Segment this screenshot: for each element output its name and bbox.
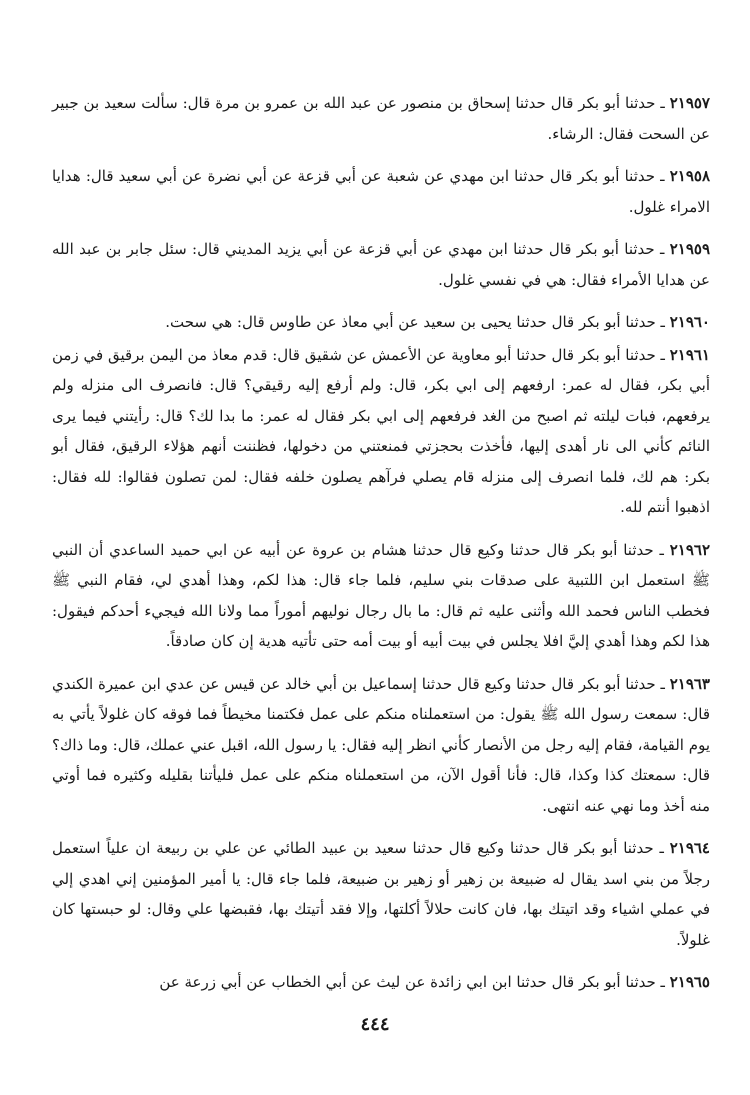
hadith-text: حدثنا أبو بكر قال حدثنا وكيع قال حدثنا سعيد بن عبيد الطائي عن علي بن ربيعة ان علياً استعمل رجلاً من بني اسد يقال له ضبيعة بن زهير أو زهير بن ضبيعة، فلما جاء قال: يا أمير المؤمنين إني اهدي إلي في عملي اشياء وقد اتيتك بها، فان كانت حلالاً أكلتها، وإلا فقد أتيتك بها، فقبضها علي وقال: لو حبستها كان غلولاً. [52, 839, 710, 949]
hadith-text: حدثنا أبو بكر قال حدثنا ابن مهدي عن شعبة عن أبي قزعة عن أبي نضرة عن أبي سعيد قال: هدايا الامراء غلول. [52, 167, 710, 216]
page-content [52, 88, 710, 998]
hadith-text: حدثنا أبو بكر قال حدثنا وكيع قال حدثنا هشام بن عروة عن أبيه عن ابي حميد الساعدي أن النبي ﷺ استعمل ابن اللتبية على صدقات بني سليم، فلما جاء قال: هذا لكم، وهذا أهدي لي، فقام النبي ﷺ فخطب الناس فحمد الله وأثنى عليه ثم قال: ما بال رجال نوليهم أموراً مما ولانا الله فيجيء أحدكم فيقول: هذا لكم وهذا أهدي إليَّ افلا يجلس في بيت أبيه أو بيت أمه حتى تأتيه هدية إن كان صادقاً. [52, 540, 710, 650]
hadith-text: حدثنا أبو بكر قال حدثنا ابن ابي زائدة عن ليث عن أبي الخطاب عن أبي زرعة عن [159, 973, 656, 991]
hadith-number: ٢١٩٦٥ [669, 973, 710, 991]
hadith-entry [52, 340, 710, 523]
page-number: ٤٤٤ [360, 1014, 390, 1035]
hadith-number: ٢١٩٥٧ [669, 94, 710, 112]
number-separator: ـ [653, 839, 670, 857]
number-separator: ـ [655, 94, 670, 112]
number-separator: ـ [655, 674, 670, 693]
hadith-number: ٢١٩٦٢ [669, 540, 711, 559]
hadith-entry [52, 669, 710, 822]
hadith-number: ٢١٩٦١ [669, 345, 710, 364]
hadith-entry [52, 535, 710, 657]
hadith-number: ٢١٩٦٠ [669, 313, 710, 331]
number-separator: ـ [655, 345, 670, 364]
hadith-number: ٢١٩٦٣ [669, 674, 710, 693]
hadith-entry [52, 234, 710, 295]
hadith-entry [52, 88, 710, 149]
hadith-entry [52, 307, 710, 338]
hadith-number: ٢١٩٦٤ [669, 839, 710, 857]
hadith-number: ٢١٩٥٩ [669, 240, 711, 258]
hadith-entry [52, 161, 710, 222]
number-separator: ـ [655, 167, 670, 185]
hadith-text: حدثنا أبو بكر قال حدثنا ابن مهدي عن أبي قزعة عن أبي يزيد المديني قال: سئل جابر بن عبد الله عن هدايا الأمراء فقال: هي في نفسي غلول. [52, 240, 710, 289]
hadith-text: حدثنا أبو بكر قال حدثنا إسحاق بن منصور عن عبد الله بن عمرو بن مرة قال: سألت سعيد بن جبير عن السحت فقال: الرشاء. [52, 94, 710, 143]
hadith-text: حدثنا أبو بكر قال حدثنا يحيى بن سعيد عن أبي معاذ عن طاوس قال: هي سحت. [165, 313, 656, 331]
number-separator: ـ [654, 240, 670, 258]
hadith-text: حدثنا أبو بكر قال حدثنا أبو معاوية عن الأعمش عن شقيق قال: قدم معاذ من اليمن برقيق في زمن أبي بكر، فقال له عمر: ارفعهم إلى ابي بكر، قال: ولم أرفع إليه رقيقي؟ قال: فانصرف الى منزله ولم يرفعهم، فبات ليلته ثم اصبح من الغد فرفعهم إلى ابي بكر فقال له عمر: ما بدا لك؟ قال: رأيتني فيما يرى النائم كأني الى نار أهدى إليها، فأخذت بحجزتي فمنعتني من دخولها، فظننت أنهم هؤلاء الرقيق، فقال أبو بكر: هم لك، فلما انصرف إلى منزله قام يصلي فرآهم يصلون خلفه فقال: لمن تصلون فقالوا: لله فقال: اذهبوا أنتم لله. [52, 345, 710, 516]
hadith-text: حدثنا أبو بكر قال حدثنا وكيع قال حدثنا إسماعيل بن أبي خالد عن قيس عن عدي ابن عميرة الكندي قال: سمعت رسول الله ﷺ يقول: من استعملناه منكم على عمل فكتمنا مخيطاً فما فوقه كان غلولاً يأتي به يوم القيامة، فقام إليه رجل من الأنصار كأني انظر إليه فقال: يا رسول الله، اقبل عني عملك، قال: وما ذاك؟ قال: سمعتك كذا وكذا، قال: فأنا أقول الآن، من استعملناه منكم على عمل فليأتنا بقليله وكثيره فما أوتي منه أخذ وما نهي عنه انتهى. [52, 674, 710, 815]
hadith-number: ٢١٩٥٨ [669, 167, 711, 185]
hadith-entry [52, 833, 710, 955]
number-separator: ـ [655, 313, 670, 331]
number-separator: ـ [655, 973, 670, 991]
hadith-entry [52, 967, 710, 998]
number-separator: ـ [653, 540, 670, 559]
